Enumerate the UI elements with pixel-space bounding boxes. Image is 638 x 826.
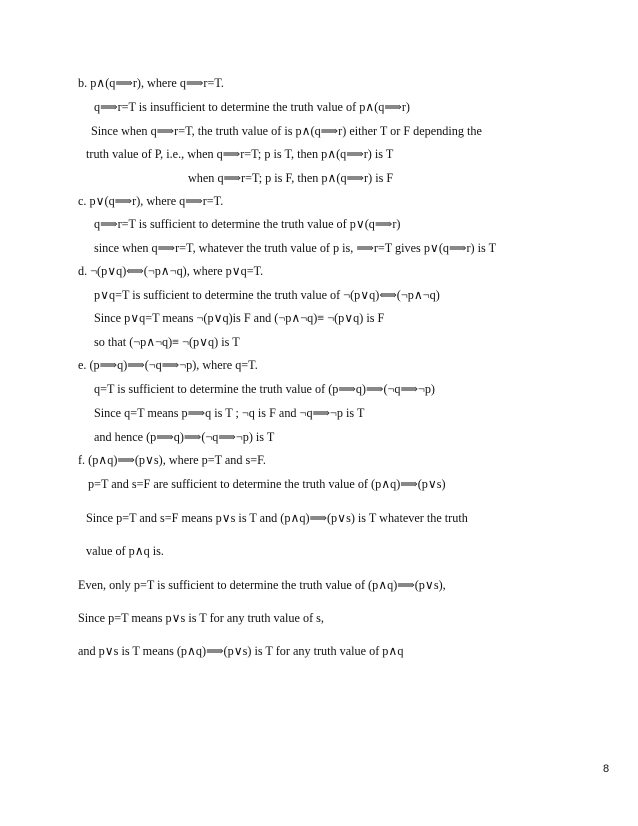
line-e-2: Since q=T means p⟹q is T ; ¬q is F and ¬q⟹¬p is T [94, 406, 365, 420]
line-e-1: q=T is sufficient to determine the truth value of (p⟹q)⟹(¬q⟹¬p) [94, 382, 435, 396]
line-b-1: q⟹r=T is insufficient to determine the truth value of p∧(q⟹r) [94, 100, 410, 114]
line-e-3: and hence (p⟹q)⟹(¬q⟹¬p) is T [94, 430, 275, 444]
line-f-heading: f. (p∧q)⟹(p∨s), where p=T and s=F. [78, 453, 266, 467]
line-even: Even, only p=T is sufficient to determine the truth value of (p∧q)⟹(p∨s), [78, 578, 446, 592]
line-and-pvs: and p∨s is T means (p∧q)⟹(p∨s) is T for any truth value of p∧q [78, 644, 404, 658]
line-f-3: value of p∧q is. [86, 544, 164, 558]
line-b-3: truth value of P, i.e., when q⟹r=T; p is T, then p∧(q⟹r) is T [86, 147, 394, 161]
line-b-4: when q⟹r=T; p is F, then p∧(q⟹r) is F [188, 171, 394, 185]
line-f-1: p=T and s=F are sufficient to determine the truth value of (p∧q)⟹(p∨s) [88, 477, 446, 491]
line-b-heading: b. p∧(q⟹r), where q⟹r=T. [78, 76, 224, 90]
line-f-2: Since p=T and s=F means p∨s is T and (p∧q)⟹(p∨s) is T whatever the truth [86, 511, 468, 525]
line-d-heading: d. ¬(p∨q)⟺(¬p∧¬q), where p∨q=T. [78, 264, 264, 278]
line-c-1: q⟹r=T is sufficient to determine the truth value of p∨(q⟹r) [94, 217, 401, 231]
line-c-heading: c. p∨(q⟹r), where q⟹r=T. [78, 194, 224, 208]
line-d-2: Since p∨q=T means ¬(p∨q)is F and (¬p∧¬q)≡ ¬(p∨q) is F [94, 311, 385, 325]
line-e-heading: e. (p⟹q)⟹(¬q⟹¬p), where q=T. [78, 358, 258, 372]
line-since-p: Since p=T means p∨s is T for any truth value of s, [78, 611, 324, 625]
line-b-2: Since when q⟹r=T, the truth value of is p∧(q⟹r) either T or F depending the [91, 124, 482, 138]
line-c-2: since when q⟹r=T, whatever the truth value of p is, ⟹r=T gives p∨(q⟹r) is T [94, 241, 497, 255]
line-d-1: p∨q=T is sufficient to determine the truth value of ¬(p∨q)⟺(¬p∧¬q) [94, 288, 440, 302]
page-number: 8 [603, 763, 610, 775]
line-d-3: so that (¬p∧¬q)≡ ¬(p∨q) is T [94, 335, 240, 349]
